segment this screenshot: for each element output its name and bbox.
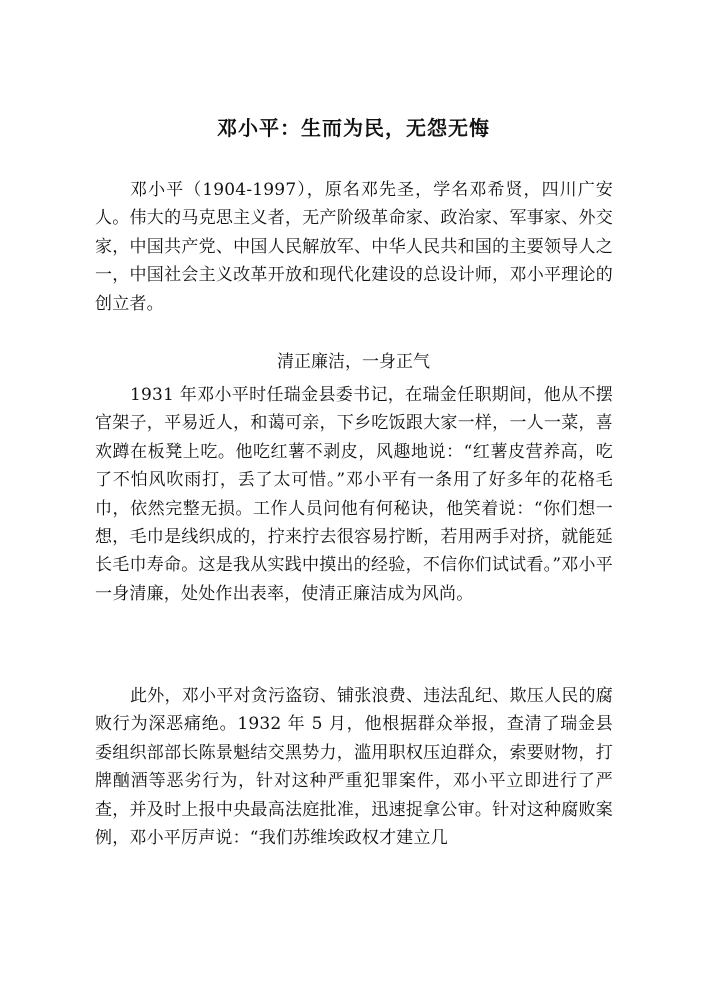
body-paragraph: 此外，邓小平对贪污盗窃、铺张浪费、违法乱纪、欺压人民的腐败行为深恶痛绝。1932 年 5 月，他根据群众举报，查清了瑞金县委组织部部长陈景魁结交黑势力，滥用职权压迫群众，索要财物，打牌酗酒等恶劣行为，针对这种严重犯罪案件，邓小平立即进行了严查，并及时上报中央最高法庭批准，迅速捉拿公审。针对这种腐败案例，邓小平厉声说：“我们苏维埃政权才建立几 [95,686,613,849]
section-heading: 清正廉洁，一身正气 [277,352,430,372]
intro-paragraph: 邓小平（1904-1997），原名邓先圣，学名邓希贤，四川广安人。伟大的马克思主义者，无产阶级革命家、政治家、军事家、外交家，中国共产党、中国人民解放军、中华人民共和国的主要领导人之一，中国社会主义改革开放和现代化建设的总设计师，邓小平理论的创立者。 [95,180,613,314]
document-title: 邓小平：生而为民，无怨无悔 [217,116,490,140]
body-paragraph: 1931 年邓小平时任瑞金县委书记，在瑞金任职期间，他从不摆官架子，平易近人，和蔼可亲，下乡吃饭跟大家一样，一人一菜，喜欢蹲在板凳上吃。他吃红薯不剥皮，风趣地说：“红薯皮营养高，吃了不怕风吹雨打，丢了太可惜。”邓小平有一条用了好多年的花格毛巾，依然完整无损。工作人员问他有何秘诀，他笑着说：“你们想一想，毛巾是线织成的，拧来拧去很容易拧断，若用两手对挤，就能延长毛巾寿命。这是我从实践中摸出的经验，不信你们试试看。”邓小平一身清廉，处处作出表率，使清正廉洁成为风尚。 [95,385,613,604]
